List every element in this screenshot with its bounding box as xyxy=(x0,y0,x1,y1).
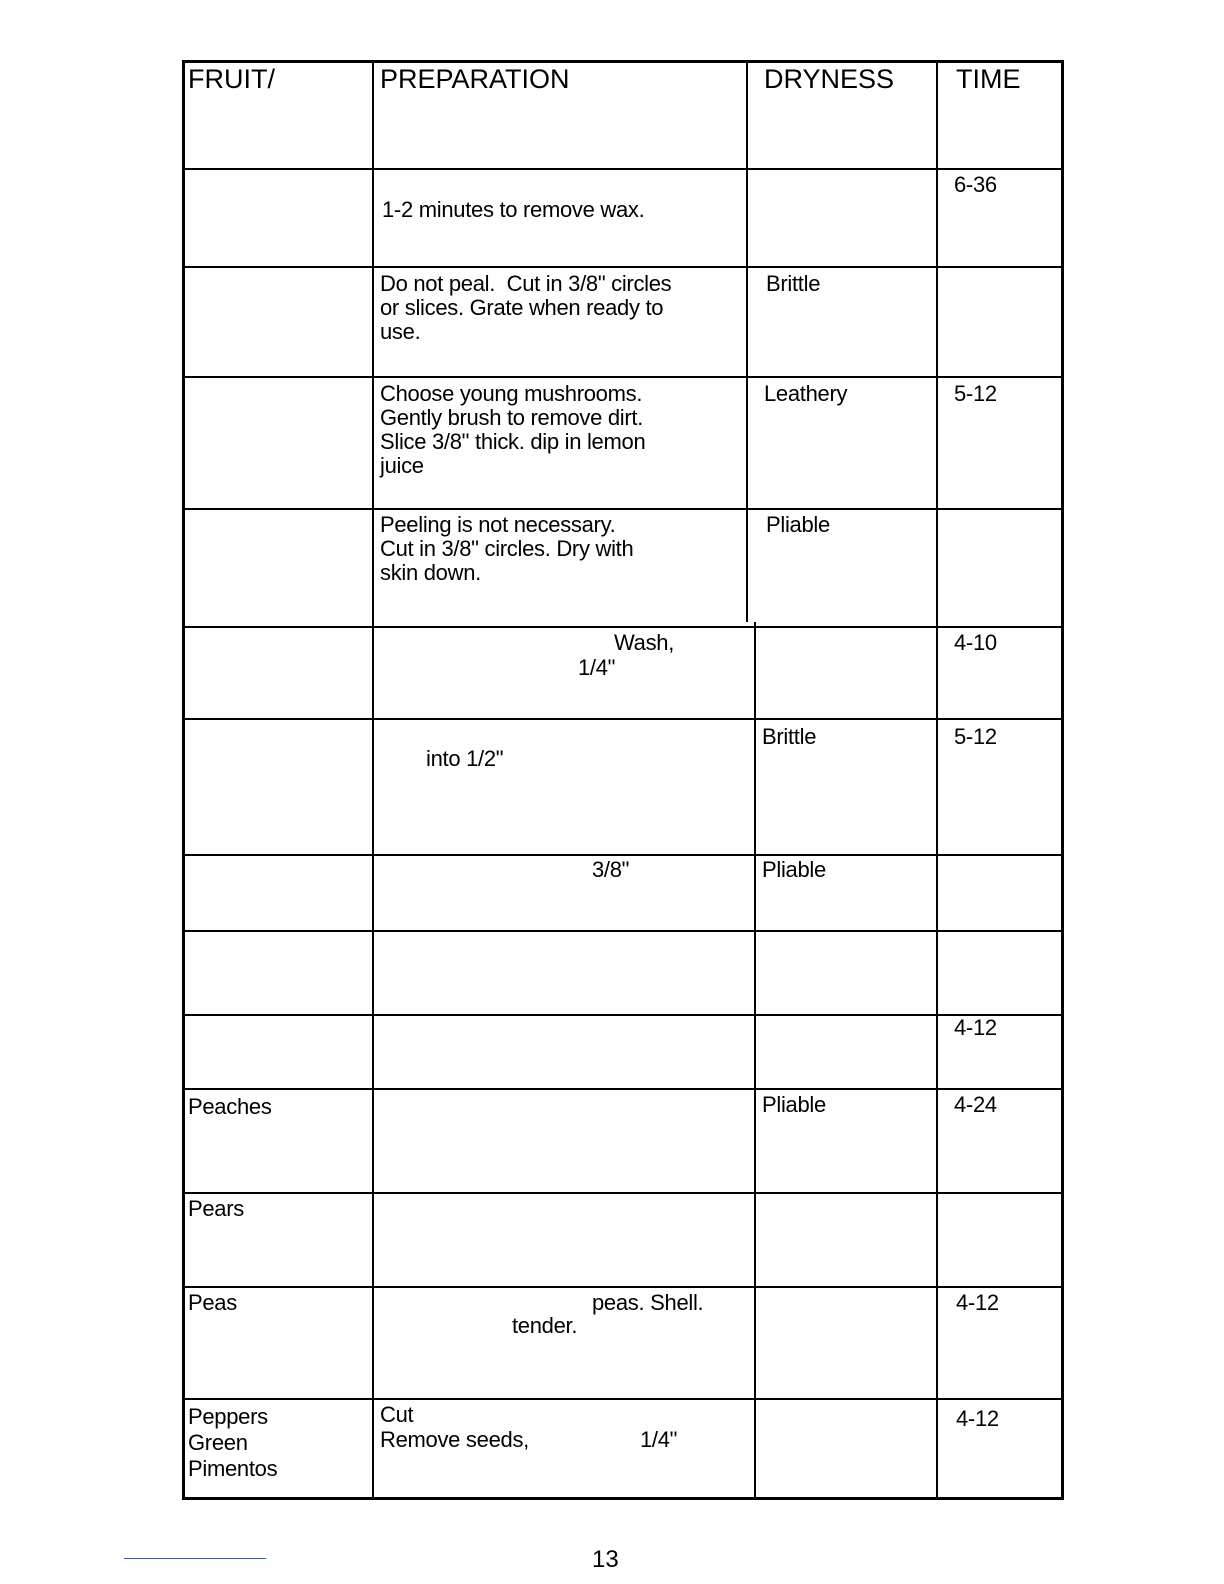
table-row-fruit: Peaches xyxy=(188,1094,272,1119)
table-row-dryness: Pliable xyxy=(762,1092,826,1117)
table-row-dryness: Pliable xyxy=(762,857,826,882)
table-row-preparation: Cut xyxy=(380,1402,414,1427)
table-row-preparation: into 1/2" xyxy=(426,746,504,771)
table-row-time: 4-24 xyxy=(954,1092,997,1117)
header-fruit: FRUIT/ xyxy=(188,64,275,94)
row-divider xyxy=(184,718,1062,720)
table-row-preparation: Peeling is not necessary. Cut in 3/8" circles. Dry with skin down. xyxy=(380,512,634,585)
table-row-preparation: Wash, xyxy=(614,630,675,655)
table-row-fruit: Peas xyxy=(188,1290,237,1315)
table-row-time: 6-36 xyxy=(954,172,997,197)
header-preparation: PREPARATION xyxy=(380,64,570,94)
row-divider xyxy=(184,508,1062,510)
table-row-time: 4-10 xyxy=(954,630,997,655)
col-divider xyxy=(754,622,756,1498)
table-row-preparation: 3/8" xyxy=(592,857,630,882)
row-divider xyxy=(184,930,1062,932)
row-divider xyxy=(184,1398,1062,1400)
table-row-preparation: 1/4" xyxy=(640,1427,678,1452)
row-divider xyxy=(184,1014,1062,1016)
table-row-fruit: Peppers Green Pimentos xyxy=(188,1404,278,1481)
table-row-time: 4-12 xyxy=(956,1406,999,1431)
col-divider xyxy=(372,62,374,1498)
table-row-time: 5-12 xyxy=(954,381,997,406)
table-row-preparation: Choose young mushrooms. Gently brush to remove dirt. Slice 3/8" thick. dip in lemon juice xyxy=(380,381,646,478)
row-divider xyxy=(184,1192,1062,1194)
row-divider xyxy=(184,376,1062,378)
table-row-preparation: peas. Shell. xyxy=(592,1290,704,1315)
table-row-preparation: Do not peal. Cut in 3/8" circles or slices. Grate when ready to use. xyxy=(380,271,672,344)
footer-rule xyxy=(124,1558,266,1559)
table-row-dryness: Leathery xyxy=(764,381,848,406)
row-divider xyxy=(184,266,1062,268)
table-row-preparation: Remove seeds, xyxy=(380,1427,529,1452)
table-row-time: 4-12 xyxy=(956,1290,999,1315)
col-divider xyxy=(936,62,938,1498)
table-row-time: 5-12 xyxy=(954,724,997,749)
col-divider xyxy=(746,62,748,622)
table-row-preparation: 1/4" xyxy=(578,655,616,680)
table-row-preparation: 1-2 minutes to remove wax. xyxy=(382,197,645,222)
header-dryness: DRYNESS xyxy=(764,64,895,94)
row-divider xyxy=(184,1088,1062,1090)
page-number: 13 xyxy=(592,1546,619,1573)
table-row-time: 4-12 xyxy=(954,1015,997,1040)
table-row-fruit: Pears xyxy=(188,1196,244,1221)
header-time: TIME xyxy=(956,64,1021,94)
row-divider xyxy=(184,626,1062,628)
table-row-dryness: Brittle xyxy=(762,724,817,749)
row-divider xyxy=(184,854,1062,856)
table-row-dryness: Pliable xyxy=(766,512,830,537)
table-row-dryness: Brittle xyxy=(766,271,821,296)
table-row-preparation: tender. xyxy=(512,1313,578,1338)
row-divider xyxy=(184,1286,1062,1288)
row-divider xyxy=(184,168,1062,170)
